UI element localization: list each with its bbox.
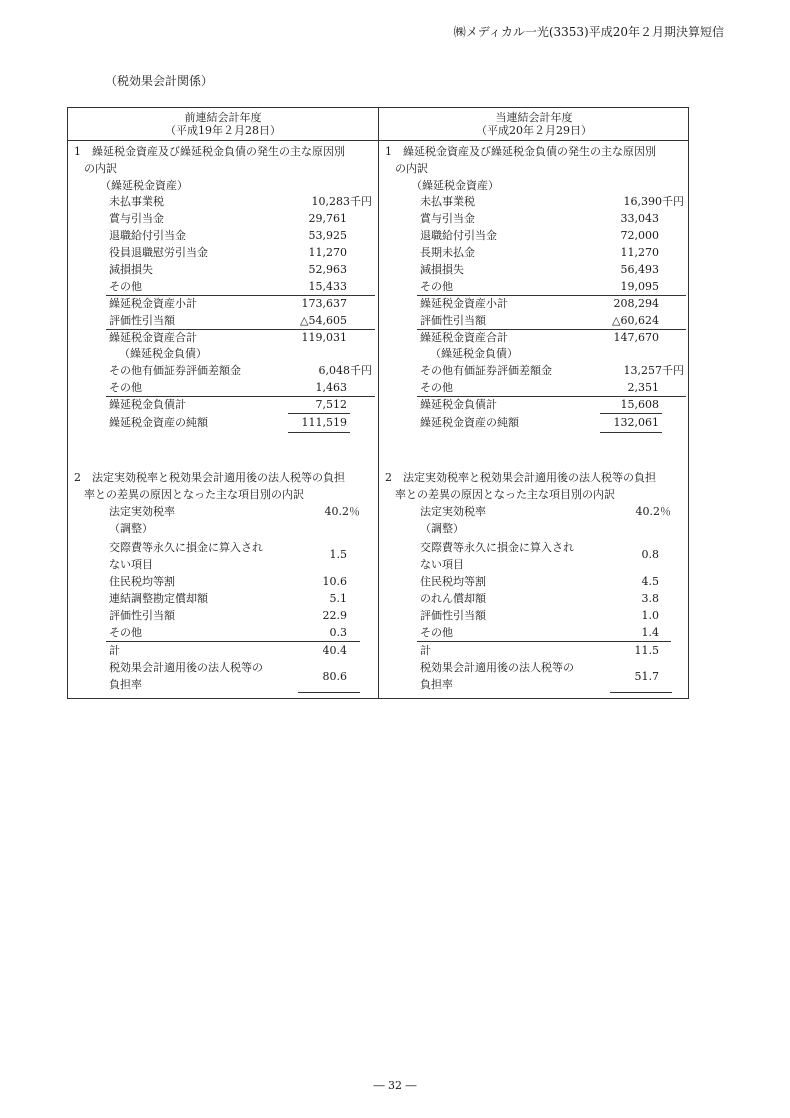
rule: [600, 413, 662, 414]
liab-label: その他: [109, 381, 142, 394]
column-period: （平成20年２月29日）: [476, 124, 592, 137]
entertainment-label-cont: ない項目: [109, 558, 153, 571]
item-label: 未払事業税: [109, 195, 164, 208]
dtl-heading: （繰延税金負債）: [430, 347, 518, 360]
rule: [417, 295, 686, 296]
total-label: 繰延税金資産合計: [109, 331, 197, 344]
item-label: 賞与引当金: [420, 212, 475, 225]
adj-label: のれん償却額: [420, 592, 486, 605]
effective-rate-label-cont: 負担率: [420, 678, 453, 691]
adj-label: その他: [420, 626, 453, 639]
item-value: 11,270: [308, 246, 347, 259]
dtl-heading: （繰延税金負債）: [119, 347, 207, 360]
item-value: 16,390千円: [623, 195, 684, 208]
rule: [106, 396, 375, 397]
entertainment-value: 0.8: [641, 548, 659, 561]
section2-title-cont: 率との差異の原因となった主な項目別の内訳: [395, 488, 615, 501]
rule: [600, 432, 662, 433]
section2-title: 2 法定実効税率と税効果会計適用後の法人税等の負担: [74, 471, 345, 484]
item-value: 72,000: [620, 229, 659, 242]
dta-heading: （繰延税金資産）: [100, 179, 188, 192]
section1-title: 1 繰延税金資産及び繰延税金負債の発生の主な原因別: [385, 145, 656, 158]
adj-value: 1.0: [641, 609, 659, 622]
adj-label: 評価性引当額: [420, 609, 486, 622]
net-label: 繰延税金資産の純額: [420, 416, 519, 429]
net-value: 132,061: [613, 416, 659, 429]
adj-total-value: 11.5: [634, 644, 659, 657]
adj-label: 住民税均等割: [420, 575, 486, 588]
item-value: 29,761: [308, 212, 347, 225]
adj-value: 0.3: [329, 626, 347, 639]
liab-value: 6,048千円: [318, 364, 372, 377]
section2-title: 2 法定実効税率と税効果会計適用後の法人税等の負担: [385, 471, 656, 484]
header-divider: [67, 140, 689, 141]
adj-value: 10.6: [322, 575, 347, 588]
page-number: ― 32 ―: [373, 1079, 417, 1092]
item-label: 退職給付引当金: [109, 229, 186, 242]
rule: [288, 413, 350, 414]
liab-label: その他: [420, 381, 453, 394]
effective-rate-value: 51.7: [634, 670, 659, 683]
item-label: その他: [109, 280, 142, 293]
liab-total-label: 繰延税金負債計: [420, 398, 497, 411]
effective-rate-label-cont: 負担率: [109, 678, 142, 691]
rule: [417, 396, 686, 397]
item-label: 役員退職慰労引当金: [109, 246, 208, 259]
rule: [106, 329, 375, 330]
subtotal-value: 208,294: [613, 297, 659, 310]
column-heading: 当連結会計年度: [495, 111, 573, 124]
item-label: その他: [420, 280, 453, 293]
allowance-label: 評価性引当額: [420, 314, 486, 327]
liab-value: 1,463: [315, 381, 347, 394]
adj-total-value: 40.4: [322, 644, 347, 657]
item-value: 33,043: [620, 212, 659, 225]
item-label: 未払事業税: [420, 195, 475, 208]
column-period: （平成19年２月28日）: [165, 124, 281, 137]
adj-label: その他: [109, 626, 142, 639]
item-label: 長期未払金: [420, 246, 475, 259]
adj-value: 3.8: [641, 592, 659, 605]
column-divider: [378, 107, 379, 699]
adj-value: 5.1: [329, 592, 347, 605]
statutory-value: 40.2％: [324, 505, 360, 518]
allowance-value: △60,624: [612, 314, 659, 327]
rule: [610, 692, 672, 693]
subtotal-value: 173,637: [301, 297, 347, 310]
item-value: 56,493: [620, 263, 659, 276]
section-title: （税効果会計関係）: [105, 74, 214, 88]
liab-label: その他有価証券評価差額金: [109, 364, 241, 377]
effective-rate-label: 税効果会計適用後の法人税等の: [109, 661, 263, 674]
rule: [417, 329, 686, 330]
entertainment-value: 1.5: [329, 548, 347, 561]
liab-value: 2,351: [627, 381, 659, 394]
entertainment-label: 交際費等永久に損金に算入され: [109, 541, 263, 554]
item-label: 退職給付引当金: [420, 229, 497, 242]
adjustment-heading: （調整）: [109, 522, 153, 535]
liab-label: その他有価証券評価差額金: [420, 364, 552, 377]
adj-value: 22.9: [322, 609, 347, 622]
document-header: ㈱メディカル一光(3353)平成20年２月期決算短信: [453, 25, 724, 39]
item-label: 減損損失: [420, 263, 464, 276]
statutory-label: 法定実効税率: [420, 505, 486, 518]
rule: [298, 692, 360, 693]
liab-total-value: 15,608: [620, 398, 659, 411]
adj-value: 1.4: [641, 626, 659, 639]
section1-title-cont: の内訳: [84, 162, 117, 175]
item-value: 11,270: [620, 246, 659, 259]
adj-label: 連結調整勘定償却額: [109, 592, 208, 605]
total-label: 繰延税金資産合計: [420, 331, 508, 344]
liab-value: 13,257千円: [623, 364, 684, 377]
total-value: 119,031: [301, 331, 347, 344]
subtotal-label: 繰延税金資産小計: [109, 297, 197, 310]
liab-total-value: 7,512: [315, 398, 347, 411]
effective-rate-value: 80.6: [322, 670, 347, 683]
section1-title: 1 繰延税金資産及び繰延税金負債の発生の主な原因別: [74, 145, 345, 158]
column-heading: 前連結会計年度: [184, 111, 262, 124]
adj-value: 4.5: [641, 575, 659, 588]
adj-total-label: 計: [109, 644, 120, 657]
allowance-label: 評価性引当額: [109, 314, 175, 327]
item-label: 減損損失: [109, 263, 153, 276]
statutory-value: 40.2％: [635, 505, 671, 518]
statutory-label: 法定実効税率: [109, 505, 175, 518]
adj-total-label: 計: [420, 644, 431, 657]
net-value: 111,519: [301, 416, 347, 429]
section1-title-cont: の内訳: [395, 162, 428, 175]
item-value: 10,283千円: [311, 195, 372, 208]
item-label: 賞与引当金: [109, 212, 164, 225]
item-value: 15,433: [308, 280, 347, 293]
liab-total-label: 繰延税金負債計: [109, 398, 186, 411]
rule: [106, 295, 375, 296]
adjustment-heading: （調整）: [420, 522, 464, 535]
allowance-value: △54,605: [300, 314, 347, 327]
adj-label: 評価性引当額: [109, 609, 175, 622]
entertainment-label: 交際費等永久に損金に算入され: [420, 541, 574, 554]
item-value: 52,963: [308, 263, 347, 276]
effective-rate-label: 税効果会計適用後の法人税等の: [420, 661, 574, 674]
rule: [106, 641, 360, 642]
item-value: 19,095: [620, 280, 659, 293]
rule: [417, 641, 671, 642]
subtotal-label: 繰延税金資産小計: [420, 297, 508, 310]
rule: [288, 432, 350, 433]
entertainment-label-cont: ない項目: [420, 558, 464, 571]
dta-heading: （繰延税金資産）: [411, 179, 499, 192]
section2-title-cont: 率との差異の原因となった主な項目別の内訳: [84, 488, 304, 501]
adj-label: 住民税均等割: [109, 575, 175, 588]
total-value: 147,670: [613, 331, 659, 344]
net-label: 繰延税金資産の純額: [109, 416, 208, 429]
item-value: 53,925: [308, 229, 347, 242]
